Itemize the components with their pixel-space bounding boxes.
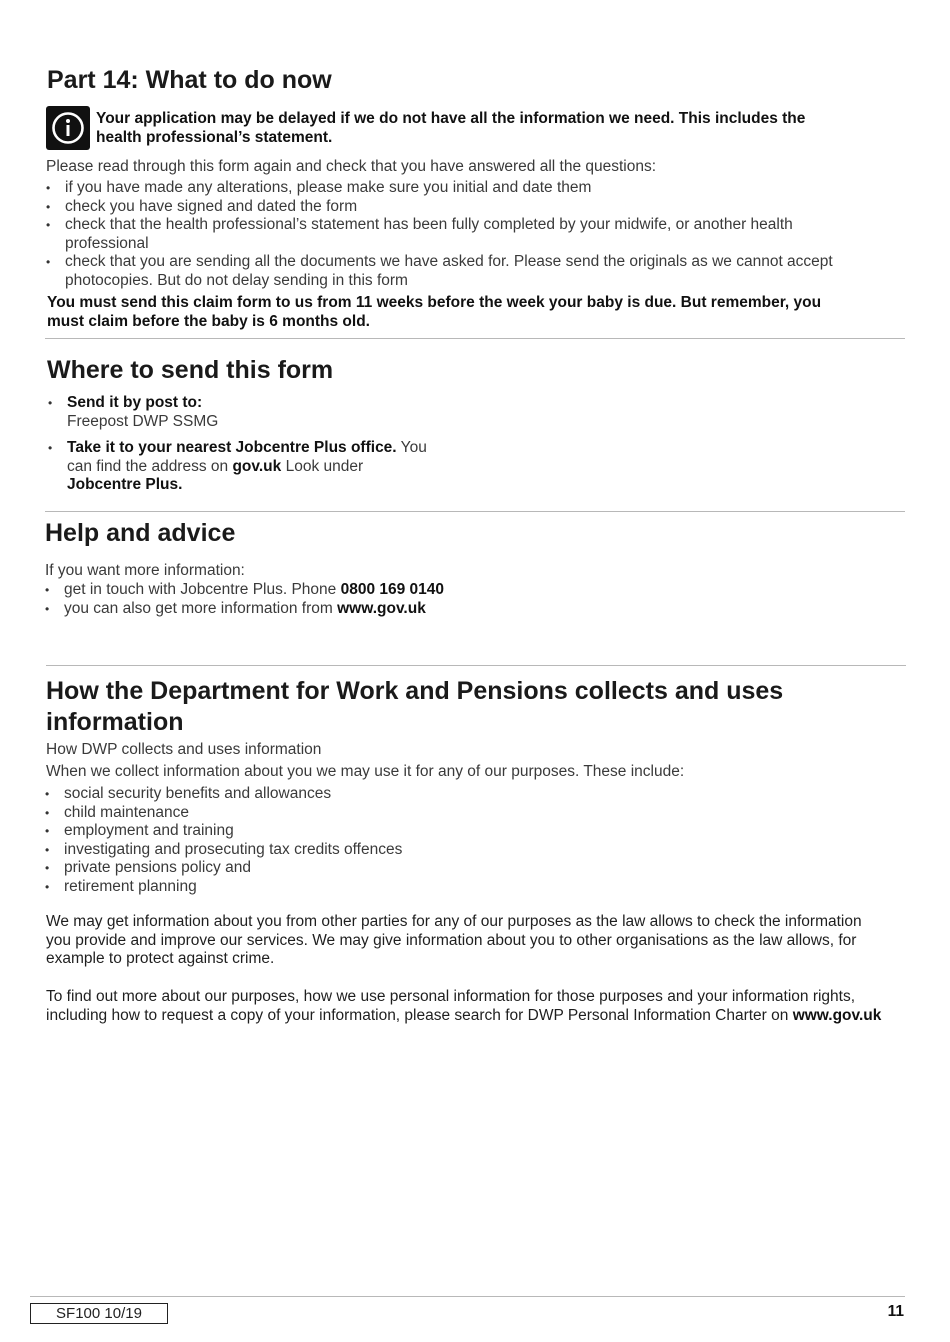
jobcentre-place: Jobcentre Plus.: [67, 476, 183, 493]
list-item: • check that you are sending all the documents we have asked for. Please send the originals as we cannot accept photocopies. But do not delay sending in this form: [46, 253, 846, 290]
purposes-list: [45, 785, 845, 896]
jobcentre-text: You can find the address on: [67, 439, 427, 475]
dwp-paragraph-1: We may get information about you from other parties for any of our purposes as the law allows to check the information you provide and improve our services. We may give information about you to other organisations as the law allows, for example to protect against crime.: [46, 913, 862, 967]
dwp-title: How the Department for Work and Pensions collects and uses information: [46, 677, 784, 736]
help-intro: If you want more information:: [45, 562, 245, 579]
list-item: [48, 439, 448, 495]
list-item: • investigating and prosecuting tax credits offences: [45, 841, 845, 860]
dwp-subtitle: How DWP collects and uses information: [46, 741, 322, 758]
list-item: • retirement planning: [45, 878, 845, 897]
list-item: • check you have signed and dated the form: [46, 198, 846, 217]
part14-intro: Please read through this form again and check that you have answered all the questions:: [46, 158, 657, 175]
page-number: 11: [887, 1303, 904, 1320]
footer-divider: [30, 1296, 905, 1297]
list-item: [45, 600, 845, 619]
deadline-notice: You must send this claim form to us from 11 weeks before the week your baby is due. But remember, you must claim before the baby is 6 months old.: [47, 294, 822, 330]
help-list: [45, 581, 845, 618]
checklist: [46, 179, 846, 290]
list-item: • social security benefits and allowances: [45, 785, 845, 804]
list-item: • child maintenance: [45, 804, 845, 823]
alert-message: Your application may be delayed if we do not have all the information we need. This includes the health professional’s statement.: [96, 110, 806, 146]
help-phone-text: get in touch with Jobcentre Plus. Phone: [64, 581, 337, 598]
divider: [46, 665, 906, 666]
info-icon: [46, 106, 90, 150]
divider: [45, 511, 905, 512]
dwp-intro: When we collect information about you we may use it for any of our purposes. These include:: [46, 763, 685, 780]
list-item: • employment and training: [45, 822, 845, 841]
list-item: • check that the health professional’s statement has been fully completed by your midwife, or another health professional: [46, 216, 846, 253]
list-item: • private pensions policy and: [45, 859, 845, 878]
jobcentre-label: Take it to your nearest Jobcentre Plus office.: [67, 439, 397, 456]
dwp-paragraph-2-text: To find out more about our purposes, how we use personal information for those purposes and your information rights, including how to request a copy of your information, please search for DWP Personal Information Charter on: [46, 988, 856, 1024]
list-item: [45, 581, 845, 600]
gov-uk-link[interactable]: www.gov.uk: [337, 599, 426, 617]
dwp-paragraph-2: [46, 988, 896, 1025]
send-options: [48, 394, 448, 495]
form-reference: SF100 10/19: [30, 1303, 168, 1324]
post-label: Send it by post to:: [67, 394, 203, 411]
help-title: Help and advice: [45, 519, 236, 547]
phone-number: 0800 169 0140: [340, 581, 445, 598]
help-web-text: you can also get more information from: [64, 599, 333, 617]
gov-uk-link[interactable]: www.gov.uk: [792, 1006, 882, 1024]
post-address: Freepost DWP SSMG: [67, 412, 219, 430]
part14-title: Part 14: What to do now: [47, 66, 332, 94]
list-item: [48, 394, 448, 431]
jobcentre-text: Look under: [285, 457, 364, 475]
send-title: Where to send this form: [47, 356, 334, 384]
divider: [45, 338, 905, 339]
list-item: • if you have made any alterations, please make sure you initial and date them: [46, 179, 846, 198]
gov-uk-link[interactable]: gov.uk: [232, 457, 282, 475]
